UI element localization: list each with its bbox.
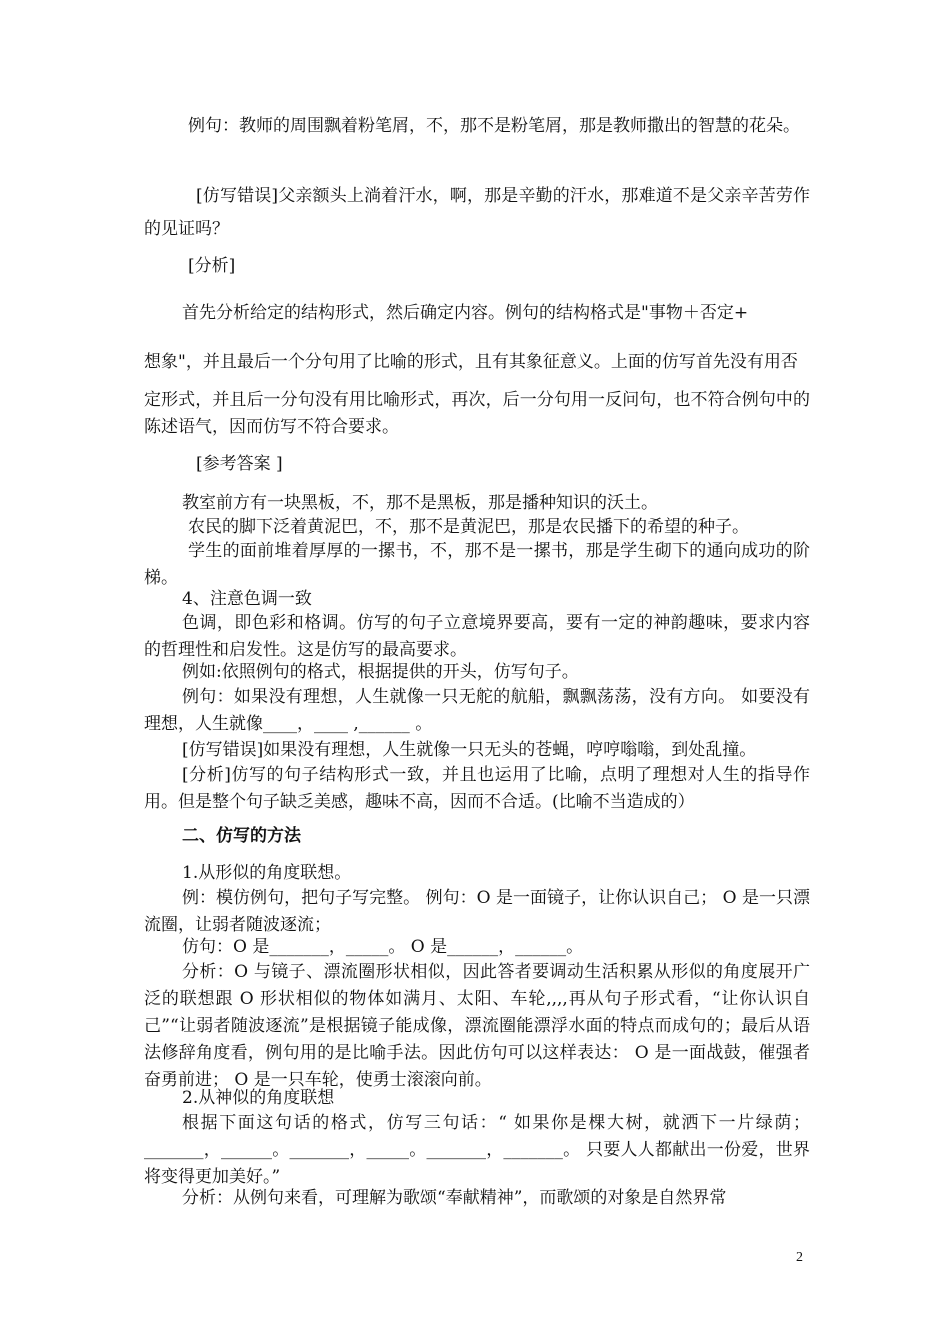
reference-answer-heading: [参考答案 ] — [196, 454, 283, 474]
method-2-analysis: 分析：从例句来看，可理解为歌颂“奉献精神”，而歌颂的对象是自然界常 — [182, 1188, 727, 1208]
analysis-line-3: 定形式，并且后一分句没有用比喻形式，再次，后一分句用一反问句，也不符合例句中的陈述语气，因而仿写不符合要求。 — [144, 390, 810, 437]
color-tone-paragraph: 色调，即色彩和格调。仿写的句子立意境界要高，要有一定的神韵趣味，要求内容的哲理性和启发性。这是仿写的最高要求。 — [144, 613, 810, 660]
method-2-heading: 2.从神似的角度联想 — [182, 1088, 335, 1108]
analysis-line-2: 想象"，并且最后一个分句用了比喻的形式，且有其象征意义。上面的仿写首先没有用否 — [144, 352, 798, 372]
method-1-example: 例：模仿例句，把句子写完整。 例句：O 是一面镜子，让你认识自己； O 是一只漂流圈，让弱者随波逐流； — [144, 888, 810, 935]
section-heading-4: 4、注意色调一致 — [182, 589, 312, 609]
analysis-paragraph-2: [分析]仿写的句子结构形式一致，并且也运用了比喻，点明了理想对人生的指导作用。但是整个句子缺乏美感，趣味不高，因而不合适。(比喻不当造成的） — [144, 765, 810, 812]
example-sentence-2: 例句：如果没有理想，人生就像一只无舵的航船，飘飘荡荡，没有方向。 如要没有理想，人生就像____，____ ,______ 。 — [144, 687, 810, 734]
example-sentence-paragraph: 例句：教师的周围飘着粉笔屑，不，那不是粉笔屑，那是教师撒出的智慧的花朵。 — [188, 116, 800, 136]
answer-line-1: 教室前方有一块黑板，不，那不是黑板，那是播种知识的沃土。 — [182, 493, 658, 513]
answer-line-2: 农民的脚下泛着黄泥巴，不，那不是黄泥巴，那是农民播下的希望的种子。 — [188, 517, 749, 537]
analysis-line-1: 首先分析给定的结构形式，然后确定内容。例句的结构格式是"事物＋否定+ — [182, 303, 749, 323]
method-1-imitation: 仿句：O 是_______，_____。 O 是______，______。 — [182, 937, 584, 957]
method-2-example: 根据下面这句话的格式，仿写三句话：“ 如果你是棵大树，就洒下一片绿荫；_______，______。_______，_____。_______，_______。 只要人人都献出一份爱，世界将变得更加美好。” — [144, 1113, 810, 1187]
imitation-error-2: [仿写错误]如果没有理想，人生就像一只无头的苍蝇，哼哼嗡嗡，到处乱撞。 — [182, 740, 757, 760]
answer-line-3: 学生的面前堆着厚厚的一摞书，不，那不是一摞书，那是学生砌下的通向成功的阶梯。 — [144, 541, 810, 588]
analysis-heading: [分析] — [188, 256, 236, 276]
section-heading-2: 二、仿写的方法 — [182, 826, 301, 846]
imitation-error-paragraph: [仿写错误]父亲额头上淌着汗水，啊，那是辛勤的汗水，那难道不是父亲辛苦劳作的见证吗？ — [144, 186, 810, 239]
method-1-analysis: 分析：O 与镜子、漂流圈形状相似，因此答者要调动生活积累从形似的角度展开广泛的联想跟 O 形状相似的物体如满月、太阳、车轮,,,,再从句子形式看，“让你认识自己”“让弱者随波逐流”是根据镜子能成像，漂流圈能漂浮水面的特点而成句的；最后从语法修辞角度看，例句用的是比喻手法。因此仿句可以这样表达： O 是一面战鼓，催强者奋勇前进； O 是一只车轮，使勇士滚滚向前。 — [144, 962, 810, 1090]
method-1-heading: 1.从形似的角度联想。 — [182, 863, 352, 883]
example-intro: 例如:依照例句的格式，根据提供的开头，仿写句子。 — [182, 662, 579, 682]
page-number: 2 — [796, 1250, 803, 1265]
